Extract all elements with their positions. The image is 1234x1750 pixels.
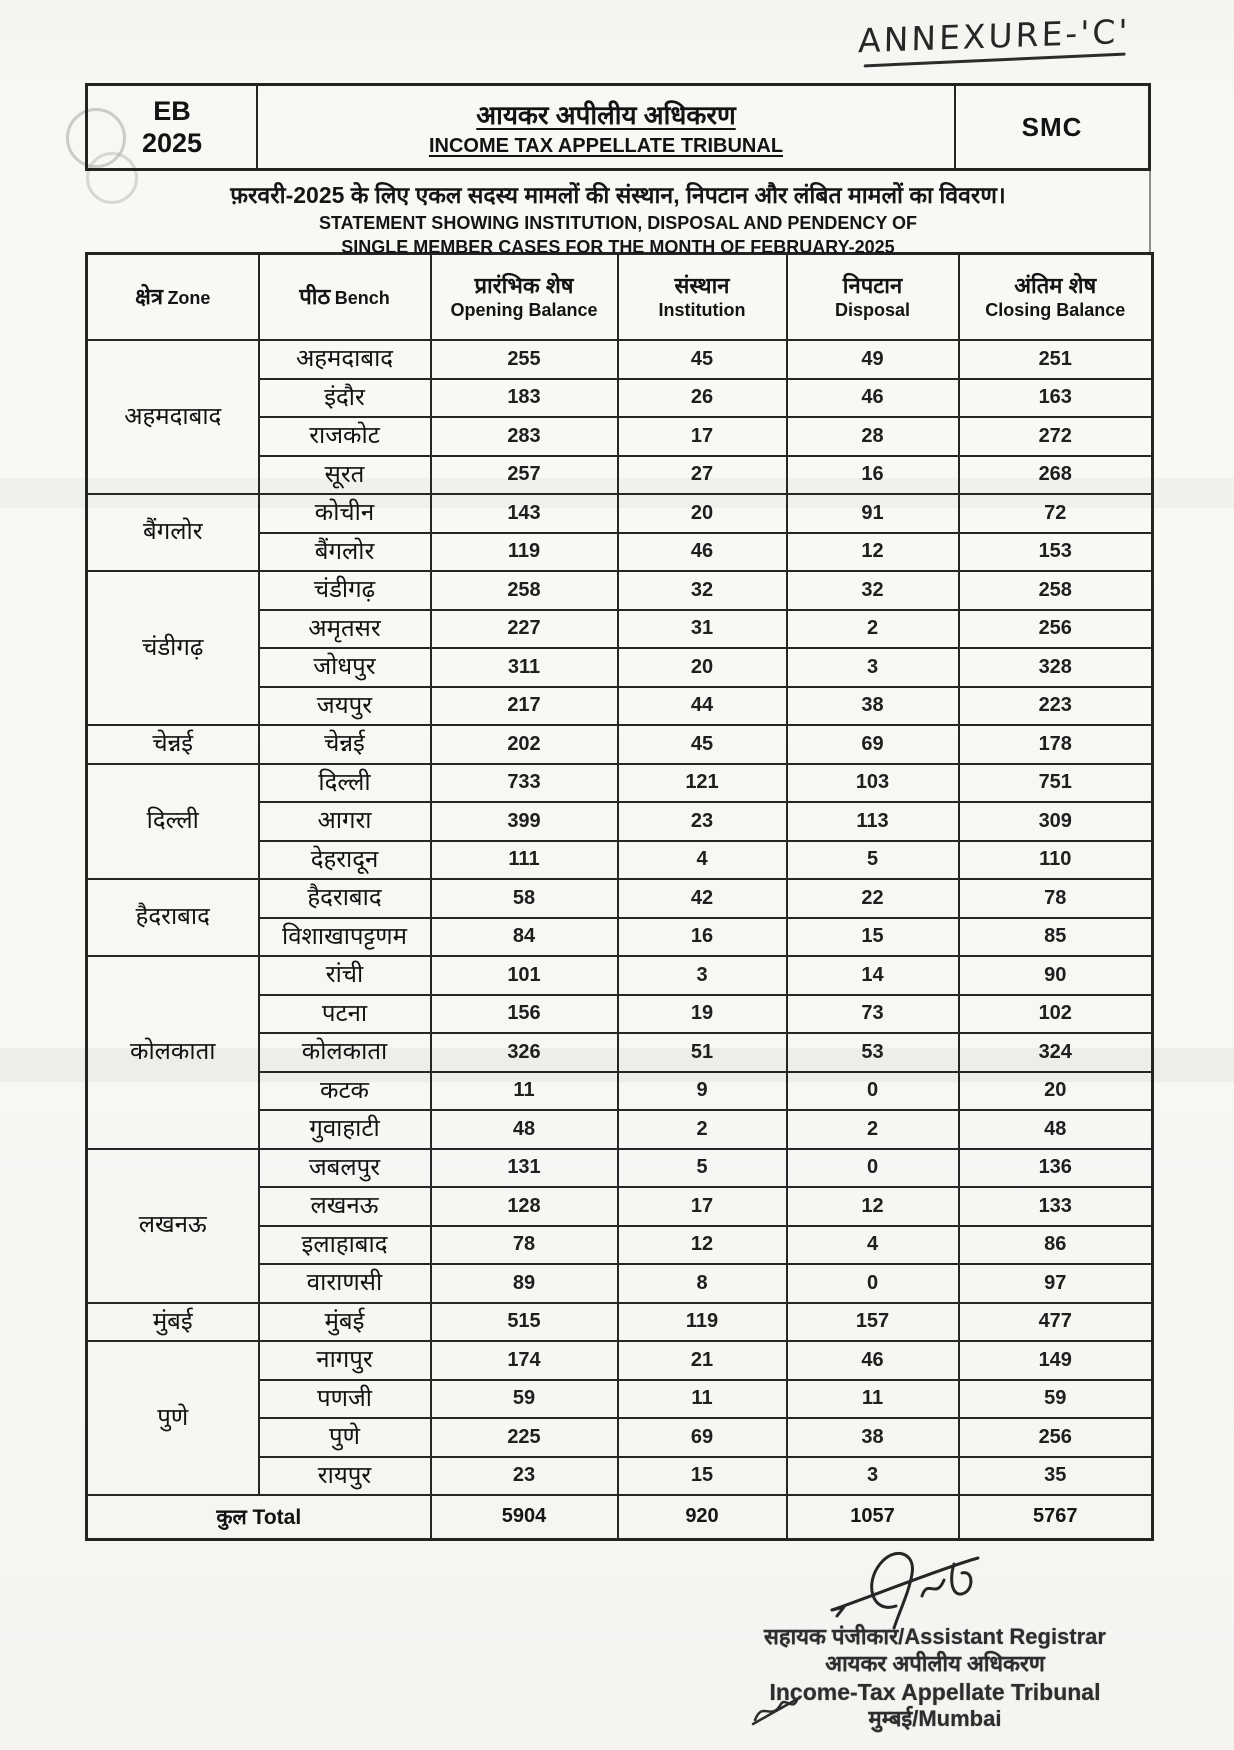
bench-name: लखनऊ <box>259 1187 431 1226</box>
opening-balance-value: 59 <box>431 1380 618 1419</box>
col-zone-hi: क्षेत्र <box>135 284 163 310</box>
disposal-value: 3 <box>787 648 959 687</box>
organization-hindi: आयकर अपीलीय अधिकरण <box>825 1650 1045 1676</box>
cases-table <box>85 252 1154 1541</box>
total-opening-balance: 5904 <box>431 1495 618 1539</box>
col-header-opening-balance <box>431 254 618 341</box>
table-row <box>87 879 1153 918</box>
disposal-value: 28 <box>787 417 959 456</box>
institution-value: 46 <box>618 533 787 572</box>
institution-value: 9 <box>618 1072 787 1111</box>
subtitle-english-line1: STATEMENT SHOWING INSTITUTION, DISPOSAL AND PENDENCY OF <box>318 213 918 233</box>
total-label <box>87 1495 431 1539</box>
col-header-closing-balance <box>959 254 1153 341</box>
closing-balance-value: 256 <box>959 610 1153 649</box>
signatory-designation: सहायक पंजीकार/Assistant Registrar <box>764 1624 1106 1649</box>
table-row <box>87 1303 1153 1342</box>
bench-name: अमृतसर <box>259 610 431 649</box>
bench-name: राजकोट <box>259 417 431 456</box>
opening-balance-value: 84 <box>431 918 618 957</box>
opening-balance-value: 202 <box>431 725 618 764</box>
total-row <box>87 1495 1153 1539</box>
period-cell <box>88 86 258 168</box>
table-row <box>87 494 1153 533</box>
institution-value: 11 <box>618 1380 787 1419</box>
institution-value: 44 <box>618 687 787 726</box>
closing-balance-value: 97 <box>959 1264 1153 1303</box>
closing-balance-value: 133 <box>959 1187 1153 1226</box>
closing-balance-value: 163 <box>959 379 1153 418</box>
opening-balance-value: 326 <box>431 1033 618 1072</box>
institution-value: 51 <box>618 1033 787 1072</box>
opening-balance-value: 111 <box>431 841 618 880</box>
annexure-handwritten-note <box>858 11 1159 67</box>
col-header-zone <box>87 254 259 341</box>
subtitle-hindi: फ़रवरी-2025 के लिए एकल सदस्य मामलों की संस्थान, निपटान और लंबित मामलों का विवरण। <box>230 182 1006 208</box>
table-row <box>87 725 1153 764</box>
opening-balance-value: 89 <box>431 1264 618 1303</box>
table-row <box>87 1341 1153 1380</box>
institution-value: 5 <box>618 1149 787 1188</box>
disposal-value: 103 <box>787 764 959 803</box>
opening-balance-value: 311 <box>431 648 618 687</box>
opening-balance-value: 48 <box>431 1110 618 1149</box>
col-closing-en: Closing Balance <box>985 299 1126 320</box>
total-closing-balance: 5767 <box>959 1495 1153 1539</box>
opening-balance-value: 23 <box>431 1457 618 1496</box>
title-hindi: आयकर अपीलीय अधिकरण <box>476 100 736 130</box>
col-disposal-en: Disposal <box>834 299 911 320</box>
col-opening-hi: प्रारंभिक शेष <box>474 273 574 299</box>
bench-name: चेन्नई <box>259 725 431 764</box>
annexure-text: ANNEXURE-'C' <box>857 11 1131 61</box>
opening-balance-value: 515 <box>431 1303 618 1342</box>
opening-balance-value: 174 <box>431 1341 618 1380</box>
opening-balance-value: 227 <box>431 610 618 649</box>
closing-balance-value: 272 <box>959 417 1153 456</box>
closing-balance-value: 309 <box>959 802 1153 841</box>
zone-name: कोलकाता <box>87 956 259 1149</box>
disposal-value: 113 <box>787 802 959 841</box>
disposal-value: 38 <box>787 1418 959 1457</box>
disposal-value: 12 <box>787 1187 959 1226</box>
institution-value: 3 <box>618 956 787 995</box>
disposal-value: 14 <box>787 956 959 995</box>
disposal-value: 46 <box>787 379 959 418</box>
closing-balance-value: 256 <box>959 1418 1153 1457</box>
bench-name: कटक <box>259 1072 431 1111</box>
initials-scribble <box>750 1694 802 1728</box>
bench-name: देहरादून <box>259 841 431 880</box>
col-zone-en: Zone <box>167 288 211 309</box>
opening-balance-value: 733 <box>431 764 618 803</box>
zone-name: दिल्ली <box>87 764 259 880</box>
disposal-value: 5 <box>787 841 959 880</box>
bench-name: इंदौर <box>259 379 431 418</box>
bench-name: रांची <box>259 956 431 995</box>
disposal-value: 12 <box>787 533 959 572</box>
subtitle-english-line2: SINGLE MEMBER CASES FOR THE MONTH OF FEBRUARY-2025 <box>341 237 895 257</box>
bench-name: पटना <box>259 995 431 1034</box>
bench-name: जबलपुर <box>259 1149 431 1188</box>
institution-value: 45 <box>618 340 787 379</box>
statement-document <box>85 83 1151 1541</box>
title-cell <box>258 86 956 168</box>
bench-name: नागपुर <box>259 1341 431 1380</box>
bench-name: पणजी <box>259 1380 431 1419</box>
opening-balance-value: 156 <box>431 995 618 1034</box>
table-row <box>87 764 1153 803</box>
bench-name: जयपुर <box>259 687 431 726</box>
closing-balance-value: 751 <box>959 764 1153 803</box>
closing-balance-value: 324 <box>959 1033 1153 1072</box>
disposal-value: 16 <box>787 456 959 495</box>
bench-name: वाराणसी <box>259 1264 431 1303</box>
closing-balance-value: 20 <box>959 1072 1153 1111</box>
disposal-value: 11 <box>787 1380 959 1419</box>
zone-name: चंडीगढ़ <box>87 571 259 725</box>
opening-balance-value: 257 <box>431 456 618 495</box>
disposal-value: 3 <box>787 1457 959 1496</box>
disposal-value: 0 <box>787 1264 959 1303</box>
institution-value: 42 <box>618 879 787 918</box>
disposal-value: 91 <box>787 494 959 533</box>
signature-place: मुम्बई/Mumbai <box>868 1705 1002 1731</box>
institution-value: 19 <box>618 995 787 1034</box>
disposal-value: 2 <box>787 610 959 649</box>
col-closing-hi: अंतिम शेष <box>1014 273 1097 299</box>
opening-balance-value: 101 <box>431 956 618 995</box>
institution-value: 23 <box>618 802 787 841</box>
category-cell <box>956 86 1148 168</box>
institution-value: 16 <box>618 918 787 957</box>
opening-balance-value: 183 <box>431 379 618 418</box>
opening-balance-value: 217 <box>431 687 618 726</box>
opening-balance-value: 143 <box>431 494 618 533</box>
closing-balance-value: 477 <box>959 1303 1153 1342</box>
bench-name: जोधपुर <box>259 648 431 687</box>
closing-balance-value: 149 <box>959 1341 1153 1380</box>
closing-balance-value: 85 <box>959 918 1153 957</box>
institution-value: 121 <box>618 764 787 803</box>
period-month: EB <box>153 95 191 126</box>
total-label-en: Total <box>252 1505 302 1529</box>
closing-balance-value: 86 <box>959 1226 1153 1265</box>
opening-balance-value: 225 <box>431 1418 618 1457</box>
bench-name: इलाहाबाद <box>259 1226 431 1265</box>
col-opening-en: Opening Balance <box>450 299 598 320</box>
column-header-row <box>87 254 1153 341</box>
opening-balance-value: 258 <box>431 571 618 610</box>
closing-balance-value: 223 <box>959 687 1153 726</box>
bench-name: कोचीन <box>259 494 431 533</box>
institution-value: 26 <box>618 379 787 418</box>
bench-name: दिल्ली <box>259 764 431 803</box>
zone-name: मुंबई <box>87 1303 259 1342</box>
category-label: SMC <box>1021 111 1083 142</box>
disposal-value: 46 <box>787 1341 959 1380</box>
total-label-hi: कुल <box>216 1505 247 1529</box>
disposal-value: 73 <box>787 995 959 1034</box>
institution-value: 31 <box>618 610 787 649</box>
col-institution-hi: संस्थान <box>674 273 730 299</box>
institution-value: 17 <box>618 1187 787 1226</box>
disposal-value: 49 <box>787 340 959 379</box>
closing-balance-value: 328 <box>959 648 1153 687</box>
opening-balance-value: 283 <box>431 417 618 456</box>
col-bench-hi: पीठ <box>299 284 331 310</box>
statement-subtitle <box>85 171 1151 257</box>
disposal-value: 4 <box>787 1226 959 1265</box>
col-institution-en: Institution <box>658 299 746 320</box>
bench-name: चंडीगढ़ <box>259 571 431 610</box>
closing-balance-value: 78 <box>959 879 1153 918</box>
bench-name: विशाखापट्टणम <box>259 918 431 957</box>
disposal-value: 32 <box>787 571 959 610</box>
opening-balance-value: 58 <box>431 879 618 918</box>
closing-balance-value: 48 <box>959 1110 1153 1149</box>
institution-value: 2 <box>618 1110 787 1149</box>
total-disposal: 1057 <box>787 1495 959 1539</box>
institution-value: 17 <box>618 417 787 456</box>
institution-value: 119 <box>618 1303 787 1342</box>
institution-value: 15 <box>618 1457 787 1496</box>
closing-balance-value: 102 <box>959 995 1153 1034</box>
zone-name: हैदराबाद <box>87 879 259 956</box>
zone-name: चेन्नई <box>87 725 259 764</box>
bench-name: बैंगलोर <box>259 533 431 572</box>
table-row <box>87 571 1153 610</box>
col-header-bench <box>259 254 431 341</box>
signature-block <box>655 1624 1215 1733</box>
signature-handwriting <box>822 1546 992 1634</box>
bench-name: आगरा <box>259 802 431 841</box>
disposal-value: 0 <box>787 1072 959 1111</box>
institution-value: 32 <box>618 571 787 610</box>
institution-value: 21 <box>618 1341 787 1380</box>
closing-balance-value: 72 <box>959 494 1153 533</box>
institution-value: 4 <box>618 841 787 880</box>
zone-name: पुणे <box>87 1341 259 1495</box>
zone-name: बैंगलोर <box>87 494 259 571</box>
col-header-disposal <box>787 254 959 341</box>
bench-name: कोलकाता <box>259 1033 431 1072</box>
col-header-institution <box>618 254 787 341</box>
institution-value: 8 <box>618 1264 787 1303</box>
closing-balance-value: 268 <box>959 456 1153 495</box>
closing-balance-value: 110 <box>959 841 1153 880</box>
title-english: INCOME TAX APPELLATE TRIBUNAL <box>428 135 784 157</box>
closing-balance-value: 59 <box>959 1380 1153 1419</box>
document-header <box>85 83 1151 171</box>
closing-balance-value: 136 <box>959 1149 1153 1188</box>
zone-name: लखनऊ <box>87 1149 259 1303</box>
opening-balance-value: 11 <box>431 1072 618 1111</box>
disposal-value: 22 <box>787 879 959 918</box>
opening-balance-value: 255 <box>431 340 618 379</box>
bench-name: गुवाहाटी <box>259 1110 431 1149</box>
opening-balance-value: 128 <box>431 1187 618 1226</box>
institution-value: 45 <box>618 725 787 764</box>
opening-balance-value: 399 <box>431 802 618 841</box>
total-institution: 920 <box>618 1495 787 1539</box>
organization-english: Income-Tax Appellate Tribunal <box>769 1678 1101 1705</box>
institution-value: 20 <box>618 648 787 687</box>
opening-balance-value: 119 <box>431 533 618 572</box>
table-row <box>87 956 1153 995</box>
bench-name: मुंबई <box>259 1303 431 1342</box>
bench-name: हैदराबाद <box>259 879 431 918</box>
disposal-value: 69 <box>787 725 959 764</box>
table-row <box>87 1149 1153 1188</box>
institution-value: 27 <box>618 456 787 495</box>
institution-value: 12 <box>618 1226 787 1265</box>
bench-name: अहमदाबाद <box>259 340 431 379</box>
disposal-value: 38 <box>787 687 959 726</box>
bench-name: रायपुर <box>259 1457 431 1496</box>
closing-balance-value: 90 <box>959 956 1153 995</box>
bench-name: पुणे <box>259 1418 431 1457</box>
closing-balance-value: 153 <box>959 533 1153 572</box>
closing-balance-value: 35 <box>959 1457 1153 1496</box>
bench-table-body <box>87 340 1153 1495</box>
col-disposal-hi: निपटान <box>842 273 903 299</box>
opening-balance-value: 78 <box>431 1226 618 1265</box>
disposal-value: 157 <box>787 1303 959 1342</box>
closing-balance-value: 251 <box>959 340 1153 379</box>
bench-name: सूरत <box>259 456 431 495</box>
institution-value: 20 <box>618 494 787 533</box>
closing-balance-value: 178 <box>959 725 1153 764</box>
zone-name: अहमदाबाद <box>87 340 259 494</box>
table-row <box>87 340 1153 379</box>
opening-balance-value: 131 <box>431 1149 618 1188</box>
period-year: 2025 <box>141 128 203 158</box>
disposal-value: 2 <box>787 1110 959 1149</box>
col-bench-en: Bench <box>334 288 390 309</box>
closing-balance-value: 258 <box>959 571 1153 610</box>
disposal-value: 0 <box>787 1149 959 1188</box>
institution-value: 69 <box>618 1418 787 1457</box>
disposal-value: 53 <box>787 1033 959 1072</box>
disposal-value: 15 <box>787 918 959 957</box>
